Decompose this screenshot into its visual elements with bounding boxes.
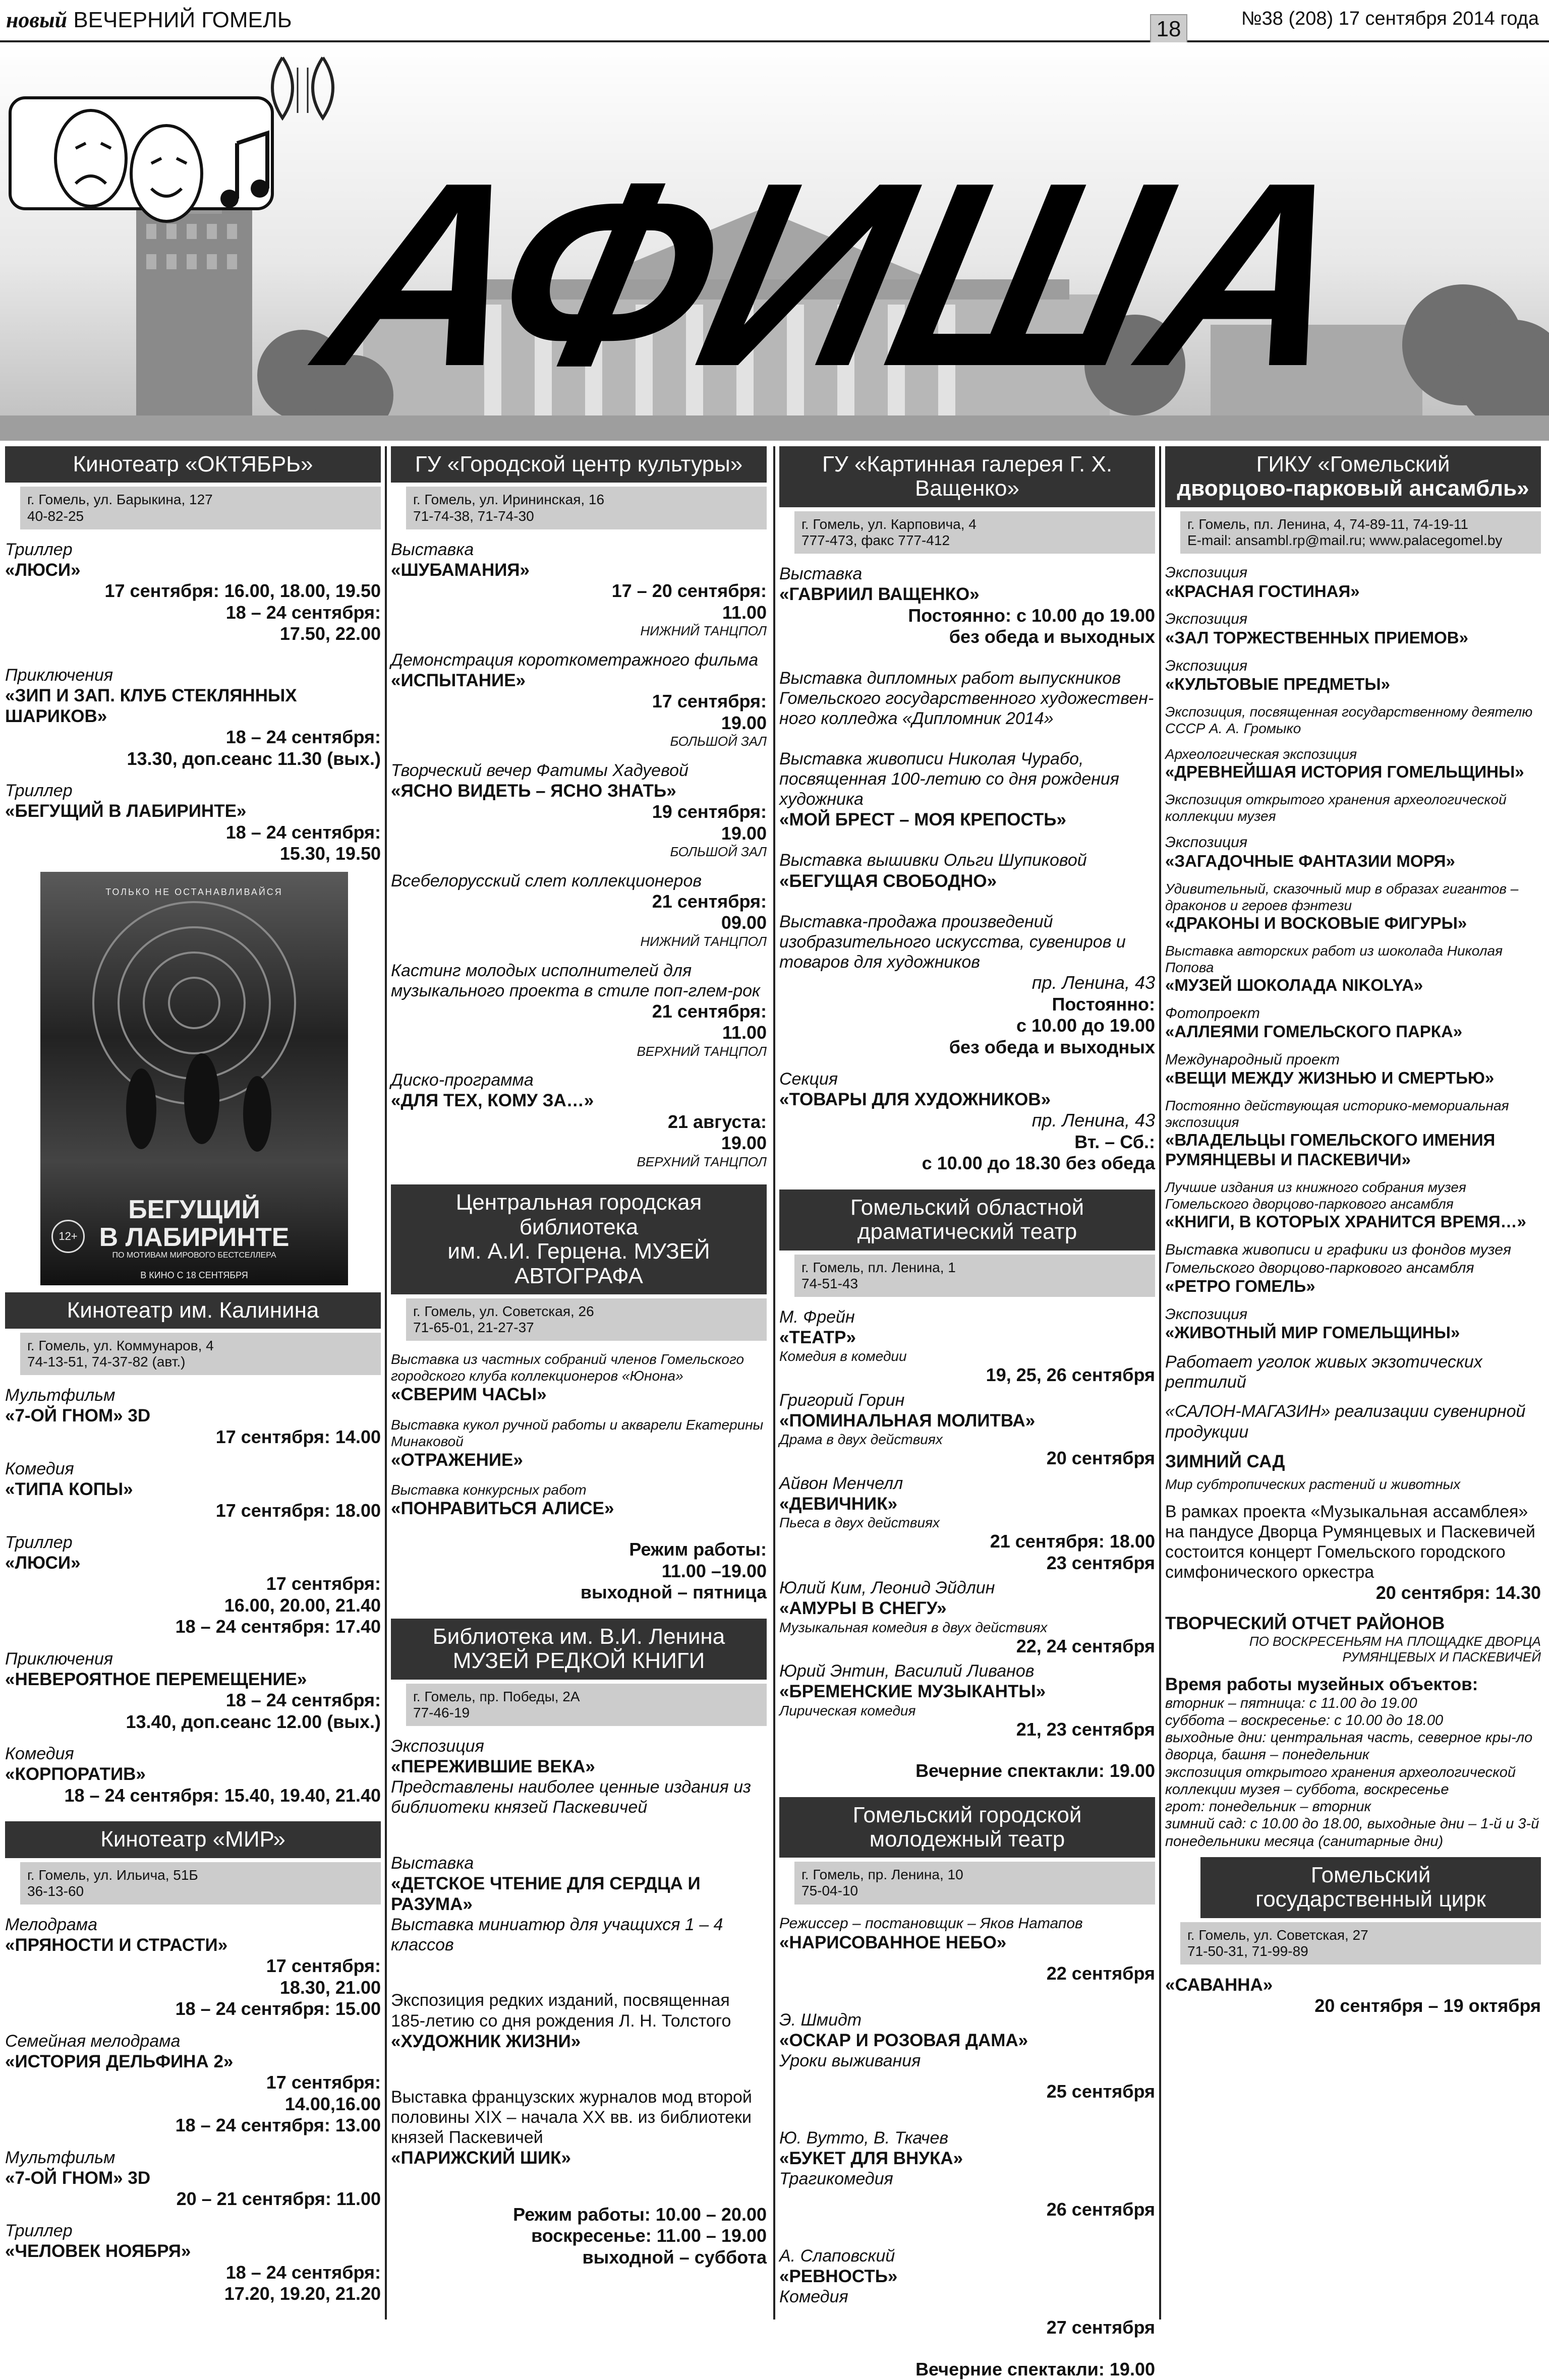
listing-item: Удивительный, сказочный мир в образах гигантов – драконов и героев фэнтези «ДРАКОНЫ И ВОСКОВЫЕ ФИГУРЫ» [1165, 880, 1519, 932]
listing-title: «БЕГУЩАЯ СВОБОДНО» [779, 871, 997, 891]
listing-item: Выставка из частных собраний членов Гомельского городского клуба коллекционеров «Юнона» «СВЕРИМ ЧАСЫ» [391, 1351, 744, 1405]
venue-address: г. Гомель, ул. Коммунаров, 4 74-13-51, 74-37-82 (авт.) [20, 1333, 381, 1375]
listing-item: Выставка авторских работ из шоколада Николая Попова «МУЗЕЙ ШОКОЛАДА NIKOLYA» [1165, 942, 1503, 994]
venue-address: г. Гомель, пл. Ленина, 4, 74-89-11, 74-19-11 E-mail: ansambl.rp@mail.ru; www.palacegomel.by [1180, 511, 1541, 554]
listing-item: Триллер «ЛЮСИ» 17 сентября: 16.00, 20.00, 21.40 18 – 24 сентября: 17.40 [5, 1533, 381, 1637]
venue-title: Кинотеатр «ОКТЯБРЬ» [5, 446, 381, 483]
listing-note: В рамках проекта «Музыкальная ассамблея» на пандусе Дворца Румянцевых и Паскевичей состоится концерт Гомельского городского симфонического оркестра [1165, 1502, 1535, 1582]
listing-item: Триллер «ЧЕЛОВЕК НОЯБРЯ» 18 – 24 сентября: 17.20, 19.20, 21.20 [5, 2221, 381, 2304]
listing-note: Представлены наиболее ценные издания из библиотеки князей Паскевичей [391, 1777, 751, 1817]
venue-address: г. Гомель, ул. Ирининская, 16 71-74-38, 71-74-30 [406, 487, 767, 529]
evening-shows: Вечерние спектакли: 19.00 [915, 2358, 1155, 2379]
listing-item: Всебелорусский слет коллекционеров 21 сентября: 09.00 НИЖНИЙ ТАНЦПОЛ [391, 871, 767, 949]
listing-item: Экспозиция «ЖИВОТНЫЙ МИР ГОМЕЛЬЩИНЫ» [1165, 1305, 1460, 1342]
listing-item: Экспозиция «КУЛЬТОВЫЕ ПРЕДМЕТЫ» [1165, 657, 1391, 694]
venue-title: Кинотеатр им. Калинина [5, 1292, 381, 1329]
listing-item: Комедия «КОРПОРАТИВ» 18 – 24 сентября: 15.40, 19.40, 21.40 [5, 1744, 381, 1806]
listing-item: Э. Шмидт «ОСКАР И РОЗОВАЯ ДАМА» Уроки выживания 25 сентября [779, 2010, 1155, 2102]
listing-title: «ХУДОЖНИК ЖИЗНИ» [391, 2031, 581, 2051]
column-cinemas [5, 446, 381, 2305]
listing-address: пр. Ленина, 43 [1031, 972, 1155, 993]
venue-address: г. Гомель, ул. Советская, 26 71-65-01, 21-27-37 [406, 1298, 767, 1341]
listing-note: Выставка дипломных работ выпускников Гомельского государственного художествен-ного колледжа «Дипломник 2014» [779, 668, 1154, 728]
afisha-title: АФИША [301, 128, 1376, 421]
column-gallery-theatres [779, 446, 1155, 2380]
venue-title: Гомельский городской молодежный театр [779, 1797, 1155, 1858]
listing-note: «САЛОН-МАГАЗИН» реализации сувенирной продукции [1165, 1402, 1526, 1442]
venue-title: Кинотеатр «МИР» [5, 1821, 381, 1858]
listing-item: Ю. Вутто, В. Ткачев «БУКЕТ ДЛЯ ВНУКА» Трагикомедия 26 сентября [779, 2128, 1155, 2220]
listing-item: Приключения «НЕВЕРОЯТНОЕ ПЕРЕМЕЩЕНИЕ» 18 – 24 сентября: 13.40, доп.сеанс 12.00 (вых.) [5, 1649, 381, 1732]
listing-item: Демонстрация короткометражного фильма «ИСПЫТАНИЕ» 17 сентября: 19.00 БОЛЬШОЙ ЗАЛ [391, 650, 767, 749]
listing-item: М. Фрейн «ТЕАТР» Комедия в комедии 19, 25, 26 сентября [779, 1307, 1155, 1386]
listing-item: Выставка «ШУБАМАНИЯ» 17 – 20 сентября: 11.00 НИЖНИЙ ТАНЦПОЛ [391, 540, 767, 639]
listing-item: Творческий вечер Фатимы Хадуевой «ЯСНО ВИДЕТЬ – ЯСНО ЗНАТЬ» 19 сентября: 19.00 БОЛЬШОЙ ЗАЛ [391, 760, 767, 860]
listing-item: Экспозиция «ЗАЛ ТОРЖЕСТВЕННЫХ ПРИЕМОВ» [1165, 611, 1468, 647]
venue-address: г. Гомель, пр. Ленина, 10 75-04-10 [794, 1862, 1155, 1904]
newspaper-brand: новый ВЕЧЕРНИЙ ГОМЕЛЬ [6, 8, 292, 32]
listing-genre: Выставка [779, 564, 863, 584]
listing-item: А. Слаповский «РЕВНОСТЬ» Комедия 27 сентября [779, 2246, 1155, 2338]
listing-title: «ГАВРИИЛ ВАЩЕНКО» [779, 584, 980, 605]
listing-item: Выставка конкурсных работ «ПОНРАВИТЬСЯ АЛИСЕ» [391, 1482, 614, 1519]
venue-title: Гомельский областной драматический театр [779, 1189, 1155, 1251]
theatre-masks-icon [10, 98, 272, 221]
listing-time: Постоянно: с 10.00 до 19.00 без обеда и выходных [908, 605, 1155, 647]
listing-genre: Секция [779, 1069, 838, 1089]
venue-address: г. Гомель, ул. Советская, 27 71-50-31, 71-99-89 [1180, 1922, 1541, 1965]
opening-hours: Режим работы: 10.00 – 20.00 воскресенье: 11.00 – 19.00 выходной – суббота [513, 2204, 767, 2268]
listing-item: Лучшие издания из книжного собрания музея Гомельского дворцово-паркового ансамбля «КНИГИ, В КОТОРЫХ ХРАНИТСЯ ВРЕМЯ…» [1165, 1179, 1526, 1231]
listing-time: Вт. – Сб.: с 10.00 до 18.30 без обеда [922, 1131, 1155, 1174]
listing-item: Археологическая экспозиция «ДРЕВНЕЙШАЯ ИСТОРИЯ ГОМЕЛЬЩИНЫ» [1165, 746, 1524, 782]
column-culture-centers [391, 446, 767, 2268]
column-divider [773, 446, 775, 2319]
listing-note: Мир субтропических растений и животных [1165, 1476, 1461, 1492]
listing-item: Юрий Энтин, Василий Ливанов «БРЕМЕНСКИЕ МУЗЫКАНТЫ» Лирическая комедия 21, 23 сентября [779, 1661, 1155, 1740]
venue-address: г. Гомель, пр. Победы, 2А 77-46-19 [406, 1684, 767, 1726]
listing-title: «ПАРИЖСКИЙ ШИК» [391, 2148, 571, 2168]
column-divider [1159, 446, 1161, 2319]
listing-note: Работает уголок живых экзотических рептилий [1165, 1352, 1482, 1392]
listing-item: Экспозиция «КРАСНАЯ ГОСТИНАЯ» [1165, 564, 1360, 601]
listing-genre: Экспозиция [391, 1736, 484, 1756]
listing-item: Экспозиция открытого хранения археологической коллекции музея [1165, 792, 1507, 824]
listing-item: Международный проект «ВЕЩИ МЕЖДУ ЖИЗНЬЮ И СМЕРТЬЮ» [1165, 1051, 1495, 1088]
listing-item: Диско-программа «ДЛЯ ТЕХ, КОМУ ЗА…» 21 августа: 19.00 ВЕРХНИЙ ТАНЦПОЛ [391, 1070, 767, 1169]
listing-item: Экспозиция «ЗАГАДОЧНЫЕ ФАНТАЗИИ МОРЯ» [1165, 834, 1455, 870]
listing-item: Айвон Менчелл «ДЕВИЧНИК» Пьеса в двух действиях 21 сентября: 18.00 23 сентября [779, 1473, 1155, 1573]
listing-note: Выставка миниатюр для учащихся 1 – 4 классов [391, 1915, 723, 1955]
venue-title: ГУ «Картинная галерея Г. Х. Ващенко» [779, 446, 1155, 507]
venue-address: г. Гомель, ул. Барыкина, 127 40-82-25 [20, 487, 381, 529]
opening-hours: Режим работы: 11.00 –19.00 выходной – пятница [580, 1539, 767, 1603]
listing-item: Комедия «ТИПА КОПЫ» 17 сентября: 18.00 [5, 1459, 381, 1521]
lyre-icon [272, 57, 333, 118]
listing-title: «МОЙ БРЕСТ – МОЯ КРЕПОСТЬ» [779, 810, 1066, 830]
listing-item: Кастинг молодых исполнителей для музыкального проекта в стиле поп-глем-рок 21 сентября: 11.00 ВЕРХНИЙ ТАНЦПОЛ [391, 961, 767, 1059]
listing-item: Мультфильм «7-ОЙ ГНОМ» 3D 17 сентября: 14.00 [5, 1386, 381, 1447]
banner-illustration [0, 42, 1549, 441]
listing-note: Выставка французских журналов мод второй половины XIX – начала XX вв. из библиотеки князей Паскевичей [391, 2087, 752, 2148]
venue-title: Библиотека им. В.И. Ленина МУЗЕЙ РЕДКОЙ КНИГИ [391, 1619, 767, 1680]
listing-note: Выставка-продажа произведений изобразительного искусства, сувениров и товаров для художников [779, 912, 1126, 972]
listing-item: Григорий Горин «ПОМИНАЛЬНАЯ МОЛИТВА» Драма в двух действиях 20 сентября [779, 1390, 1155, 1469]
listing-item: Триллер «БЕГУЩИЙ В ЛАБИРИНТЕ» 18 – 24 сентября: 15.30, 19.50 [5, 781, 381, 864]
listing-item: Выставка живописи и графики из фондов музея Гомельского дворцово-паркового ансамбля «РЕТРО ГОМЕЛЬ» [1165, 1241, 1511, 1295]
venue-address: г. Гомель, пл. Ленина, 1 74-51-43 [794, 1255, 1155, 1297]
listing-note: Выставка вышивки Ольги Шупиковой [779, 851, 1087, 870]
listing-time: 20 сентября: 14.30 [1375, 1582, 1541, 1603]
listing-genre: Выставка [391, 1853, 474, 1873]
listing-item: Режиссер – постановщик – Яков Натапов «НАРИСОВАННОЕ НЕБО» 22 сентября [779, 1915, 1155, 1984]
listing-item: Выставка кукол ручной работы и акварели Екатерины Минаковой «ОТРАЖЕНИЕ» [391, 1416, 764, 1470]
listing-address: пр. Ленина, 43 [1031, 1110, 1155, 1131]
afisha-banner [0, 42, 1549, 441]
listing-title: «ТОВАРЫ ДЛЯ ХУДОЖНИКОВ» [779, 1090, 1051, 1110]
venue-title: Гомельский государственный цирк [1200, 1857, 1541, 1918]
listing-item: Постоянно действующая историко-мемориальная экспозиция «ВЛАДЕЛЬЦЫ ГОМЕЛЬСКОГО ИМЕНИЯ РУМЯНЦЕВЫ И ПАСКЕВИЧИ» [1165, 1098, 1509, 1169]
venue-address: г. Гомель, ул. Карповича, 4 777-473, факс 777-412 [794, 511, 1155, 554]
page-header [0, 0, 1549, 42]
listing-title: «ПЕРЕЖИВШИЕ ВЕКА» [391, 1757, 595, 1777]
venue-title: ГИКУ «Гомельский дворцово-парковый ансамбль» [1165, 446, 1541, 507]
opening-hours-title: Время работы музейных объектов: [1165, 1674, 1478, 1694]
issue-date: №38 (208) 17 сентября 2014 года [1241, 8, 1539, 29]
listing-item: Приключения «ЗИП И ЗАП. КЛУБ СТЕКЛЯННЫХ ШАРИКОВ» 18 – 24 сентября: 13.30, доп.сеанс 11.30 (вых.) [5, 665, 381, 769]
venue-address: г. Гомель, ул. Ильича, 51Б 36-13-60 [20, 1862, 381, 1905]
venue-title: Центральная городская библиотека им. А.И. Герцена. МУЗЕЙ АВТОГРАФА [391, 1184, 767, 1294]
listing-note: ПО ВОСКРЕСЕНЬЯМ НА ПЛОЩАДКЕ ДВОРЦА РУМЯНЦЕВЫХ И ПАСКЕВИЧЕЙ [1249, 1634, 1541, 1664]
venue-title: ГУ «Городской центр культуры» [391, 446, 767, 483]
opening-hours: вторник – пятница: с 11.00 до 19.00 суббота – воскресенье: с 10.00 до 18.00 выходные дни: центральная часть, северное кры-ло дворца, башня – понедельник экспозиция открытого хранения археологической коллекции музея – суббота, воскресенье грот: понедельник – вторник зимний сад: с 10.00 до 18.00, выходные дни – 1-й и 3-й понедельники месяца (санитарные дни) [1165, 1695, 1539, 1850]
movie-poster: ТОЛЬКО НЕ ОСТАНАВЛИВАЙСЯ БЕГУЩИЙ В ЛАБИРИНТЕ ПО МОТИВАМ МИРОВОГО БЕСТСЕЛЛЕРА 12+ В КИНО С 18 СЕНТЯБРЯ [40, 872, 348, 1285]
listing-item: Триллер «ЛЮСИ» 17 сентября: 16.00, 18.00, 19.50 18 – 24 сентября: 17.50, 22.00 [5, 540, 381, 644]
listing-title: ЗИМНИЙ САД [1165, 1451, 1285, 1471]
listing-item: Семейная мелодрама «ИСТОРИЯ ДЕЛЬФИНА 2» 17 сентября: 14.00,16.00 18 – 24 сентября: 13.00 [5, 2031, 381, 2136]
listing-time: Постоянно: с 10.00 до 19.00 без обеда и выходных [949, 993, 1155, 1057]
listing-title: «САВАННА» [1165, 1975, 1273, 1995]
listing-title: ТВОРЧЕСКИЙ ОТЧЕТ РАЙОНОВ [1165, 1613, 1445, 1633]
listing-item: Экспозиция, посвященная государственному деятелю СССР А. А. Громыко [1165, 704, 1533, 737]
listing-item: Юлий Ким, Леонид Эйдлин «АМУРЫ В СНЕГУ» Музыкальная комедия в двух действиях 22, 24 сентября [779, 1578, 1155, 1656]
listing-note: Выставка живописи Николая Чурабо, посвященная 100-летию со дня рождения художника [779, 749, 1119, 809]
listing-title: «ДЕТСКОЕ ЧТЕНИЕ ДЛЯ СЕРДЦА И РАЗУМА» [391, 1873, 701, 1914]
age-rating: 12+ [51, 1220, 85, 1253]
listing-time: 20 сентября – 19 октября [1314, 1995, 1541, 2016]
column-divider [385, 446, 387, 2319]
page-number: 18 [1150, 14, 1187, 44]
listing-item: Фотопроект «АЛЛЕЯМИ ГОМЕЛЬСКОГО ПАРКА» [1165, 1004, 1463, 1041]
listing-note: Экспозиция редких изданий, посвященная 185-летию со дня рождения Л. Н. Толстого [391, 1991, 731, 2031]
listing-item: Мелодрама «ПРЯНОСТИ И СТРАСТИ» 17 сентября: 18.30, 21.00 18 – 24 сентября: 15.00 [5, 1915, 381, 2019]
column-palace [1165, 446, 1541, 2017]
evening-shows: Вечерние спектакли: 19.00 [915, 1760, 1155, 1781]
listing-item: Мультфильм «7-ОЙ ГНОМ» 3D 20 – 21 сентября: 11.00 [5, 2148, 381, 2209]
